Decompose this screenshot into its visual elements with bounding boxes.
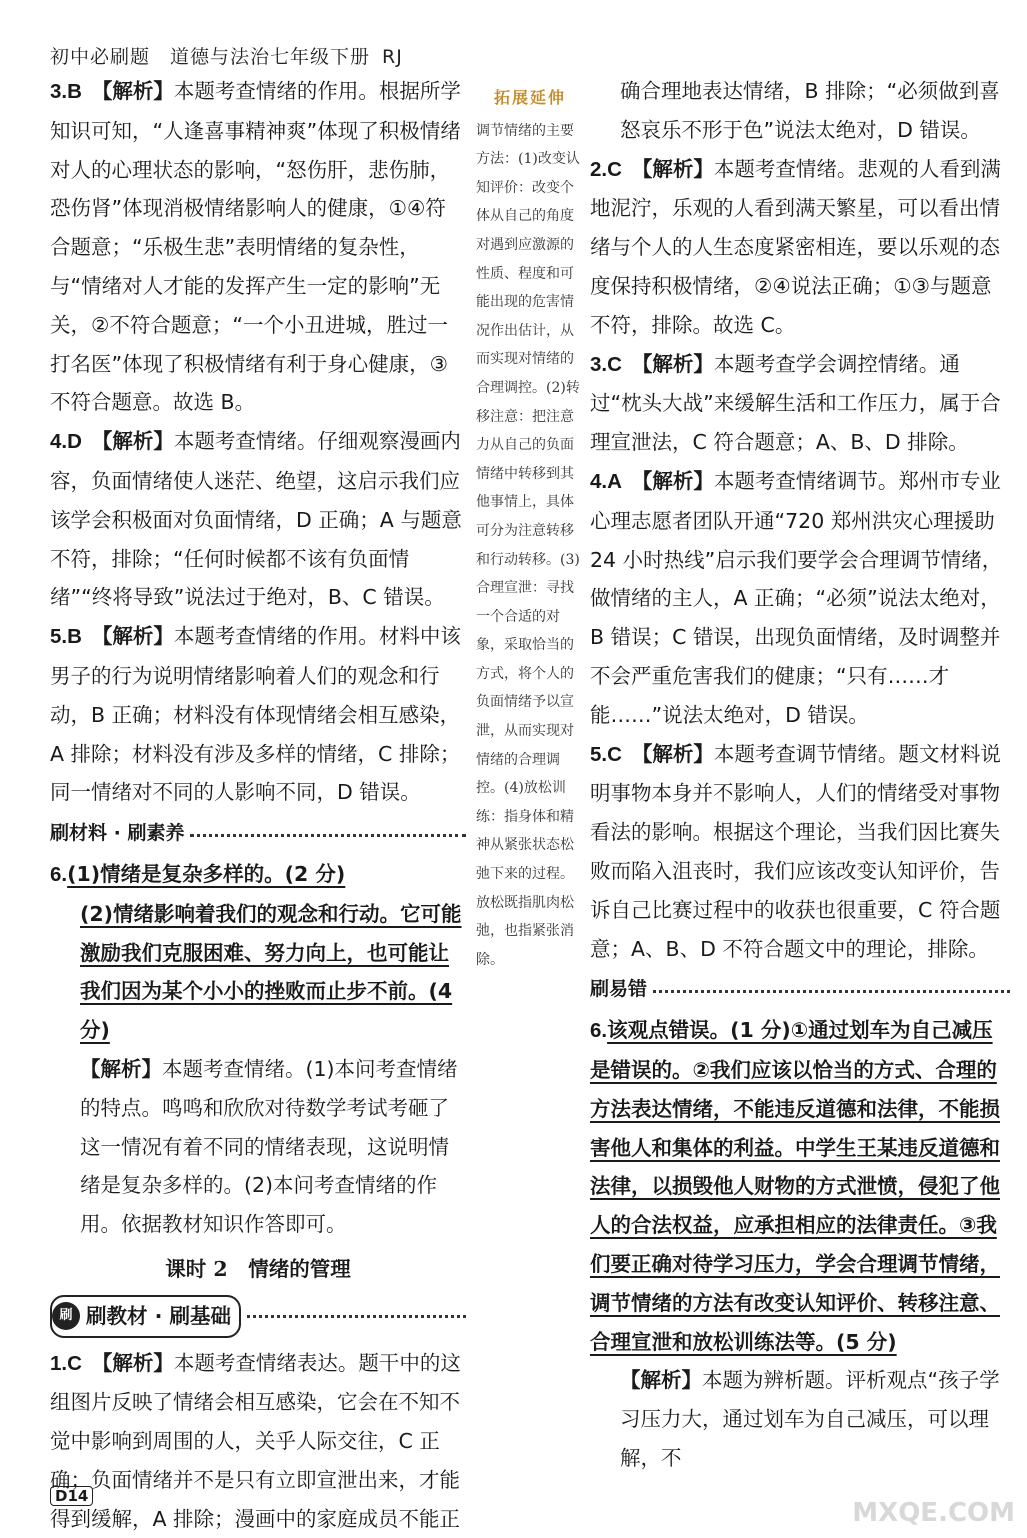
answer-6-part1: 6.(1)情绪是复杂多样的。(2 分) <box>50 855 466 895</box>
lesson-title: 课时 2 情绪的管理 <box>50 1250 466 1289</box>
section-error-prone: 刷易错 <box>590 970 1010 1009</box>
answer-l2-2: 2.C 【解析】本题考查情绪。悲观的人看到满地泥泞，乐观的人看到满天繁星，可以看出情绪与个人的人生态度紧密相连，要以乐观的态度保持积极情绪，②④说法正确；①③与题意不符，排除。故选 C。 <box>590 150 1010 345</box>
answer-5: 5.B 【解析】本题考查情绪的作用。材料中该男子的行为说明情绪影响着人们的观念和行动，B 正确；材料没有体现情绪会相互感染，A 排除；材料没有涉及多样的情绪，C 排除；同一情绪对不同的人影响不同，D 错误。 <box>50 617 466 812</box>
extension-text: 调节情绪的主要方法：(1)改变认知评价：改变个体从自己的角度对遇到应激源的性质、程度和可能出现的危害情况作出估计，从而实现对情绪的合理调控。(2)转移注意：把注意力从自己的负面情绪中转移到其他事情上，具体可分为注意转移和行动转移。(3)合理宣泄：寻找一个合适的对象，采取恰当的方式，将个人的负面情绪予以宣泄，从而实现对情绪的合理调控。(4)放松训练：指身体和精神从紧张状态松弛下来的过程。放松既指肌肉松弛，也指紧张消除。 <box>476 117 584 975</box>
answer-l2-1: 1.C 【解析】本题考查情绪表达。题干中的这组图片反映了情绪会相互感染，它会在不知不觉中影响到周围的人，关乎人际交往，C 正确；负面情绪并不是只有立即宣泄出来，才能得到缓解，A 排除；漫画中的家庭成员不能正 <box>50 1344 466 1538</box>
section-banner: 刷 刷教材 · 刷基础 <box>50 1295 466 1338</box>
answer-l2-6-analysis: 【解析】本题为辨析题。评析观点“孩子学习压力大，通过划车为自己减压，可以理解，不 <box>590 1361 1010 1477</box>
answer-l2-5: 5.C 【解析】本题考查调节情绪。题文材料说明事物本身并不影响人，人们的情绪受对事物看法的影响。根据这个理论，当我们因比赛失败而陷入沮丧时，我们应该改变认知评价，告诉自己比赛过程中的收获也很重要，C 符合题意；A、B、D 不符合题文中的理论，排除。 <box>590 735 1010 969</box>
book-title: 初中必刷题 道德与法治七年级下册 <box>50 46 370 68</box>
answer-6-analysis: 【解析】本题考查情绪。(1)本问考查情绪的特点。鸣鸣和欣欣对待数学考试考砸了这一情况有着不同的情绪表现，这说明情绪是复杂多样的。(2)本问考查情绪的作用。依据教材知识作答即可。 <box>50 1050 466 1244</box>
edition-label: RJ <box>382 46 403 68</box>
extension-sidebar <box>476 84 584 974</box>
section-material: 刷材料 · 刷素养 <box>50 814 466 853</box>
answer-l2-6: 6.该观点错误。(1 分)①通过划车为自己减压是错误的。②我们应该以恰当的方式、合理的方法表达情绪，不能违反道德和法律，不能损害他人和集体的利益。中学生王某违反道德和法律，以损毁他人财物的方式泄愤，侵犯了他人的合法权益，应承担相应的法律责任。③我们要正确对待学习压力，学会合理调节情绪，调节情绪的方法有改变认知评价、转移注意、合理宣泄和放松训练法等。(5 分) <box>590 1011 1010 1361</box>
page-header <box>50 42 403 69</box>
right-column <box>590 72 1010 1478</box>
left-column <box>50 72 466 1538</box>
extension-title: 拓展延伸 <box>476 84 584 113</box>
banner-badge-icon: 刷 <box>52 1302 80 1330</box>
answer-l2-4: 4.A 【解析】本题考查情绪调节。郑州市专业心理志愿者团队开通“720 郑州洪灾心理援助 24 小时热线”启示我们要学会合理调节情绪，做情绪的主人，A 正确；“必须”说法太绝对，B 错误；C 错误，出现负面情绪，及时调整并不会严重危害我们的健康；“只有……才能……”说法太绝对，D 错误。 <box>590 462 1010 735</box>
answer-6-part2: (2)情绪影响着我们的观念和行动。它可能激励我们克服困难、努力向上，也可能让我们因为某个小小的挫败而止步不前。(4 分) <box>50 895 466 1050</box>
answer-l2-1-cont: 确合理地表达情绪，B 排除；“必须做到喜怒哀乐不形于色”说法太绝对，D 错误。 <box>590 72 1010 150</box>
answer-3: 3.B 【解析】本题考查情绪的作用。根据所学知识可知，“人逢喜事精神爽”体现了积极情绪对人的心理状态的影响，“怒伤肝，悲伤肺，恐伤肾”体现消极情绪影响人的健康，①④符合题意；“乐极生悲”表明情绪的复杂性，与“情绪对人才能的发挥产生一定的影响”无关，②不符合题意；“一个小丑进城，胜过一打名医”体现了积极情绪有利于身心健康，③不符合题意。故选 B。 <box>50 72 466 422</box>
watermark: MXQE.COM <box>852 1498 1015 1528</box>
answer-4: 4.D 【解析】本题考查情绪。仔细观察漫画内容，负面情绪使人迷茫、绝望，这启示我们应该学会积极面对负面情绪，D 正确；A 与题意不符，排除；“任何时候都不该有负面情绪”“终将导致”说法过于绝对，B、C 错误。 <box>50 422 466 617</box>
answer-l2-3: 3.C 【解析】本题考查学会调控情绪。通过“枕头大战”来缓解生活和工作压力，属于合理宣泄法，C 符合题意；A、B、D 排除。 <box>590 345 1010 462</box>
page-number: D14 <box>50 1486 93 1506</box>
